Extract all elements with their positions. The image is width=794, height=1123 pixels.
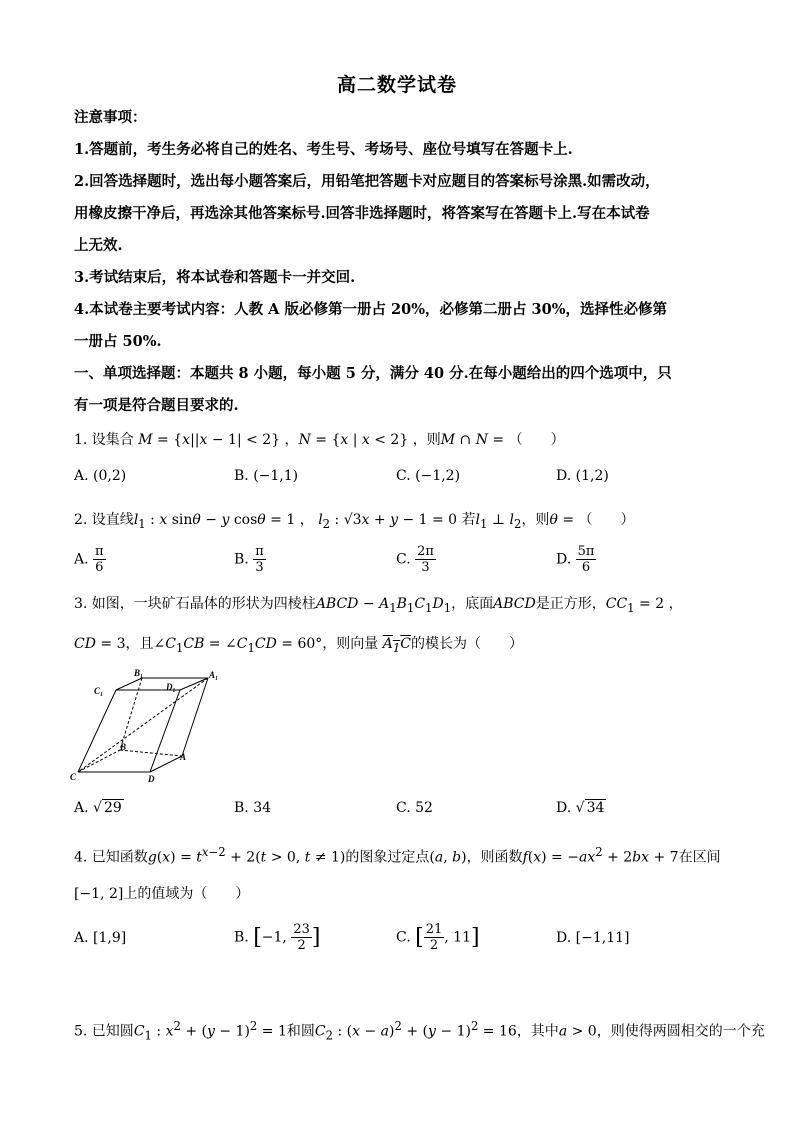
question-3-option-d[interactable]: D. √ 34	[556, 800, 605, 816]
label-c: C	[70, 772, 77, 782]
question-3-option-c[interactable]: C. 52	[396, 800, 433, 816]
question-3-option-b[interactable]: B. 34	[234, 800, 272, 816]
question-1-option-b[interactable]: B. (−1,1)	[234, 468, 299, 484]
question-2-stem: 2. 设直线$l_1$ : x sinθ − y cosθ = 1 ， $l_2$ : √3x + y − 1 = 0 若$l_1$ ⊥ $l_2$，则θ = （ ）	[74, 512, 635, 531]
notice-item-4: 4.本试卷主要考试内容：人教 A 版必修第一册占 20%，必修第二册占 30%，选择性必修第	[74, 301, 667, 318]
question-2-option-c[interactable]: C. $\frac{2\pi}{3}$	[396, 544, 434, 575]
label-d: D	[148, 774, 155, 784]
question-2-option-d[interactable]: D. $\frac{5\pi}{6}$	[556, 544, 595, 575]
question-2-option-b[interactable]: B. $\frac{\pi}{3}$	[234, 544, 264, 575]
question-4-stem: 4. 已知函数$g(x) = t^{x-2} + 2(t > 0$, t ≠ 1)的图象过定点(a, b)，则函数$f(x) = -ax^2 + 2bx + 7$在区间	[74, 845, 721, 866]
question-1-option-c[interactable]: C. (−1,2)	[396, 468, 461, 484]
notice-item-2: 2.回答选择题时，选出每小题答案后，用铅笔把答题卡对应题目的答案标号涂黑.如需改动，	[74, 173, 660, 190]
question-4-stem-line2: [−1, 2]上的值域为（ ）	[74, 886, 250, 902]
prism-figure	[70, 666, 230, 784]
question-1-option-d[interactable]: D. (1,2)	[556, 468, 609, 484]
question-5-stem: 5. 已知圆$C_1$ : $x^2 + (y - 1)^2 = 1$和圆$C_2$ : $(x - a)^2 + (y - 1)^2 = 16$，其中a > 0，则使得两圆相交的一个充	[74, 1019, 765, 1043]
notice-heading: 注意事项：	[74, 109, 147, 126]
label-b: B	[120, 742, 127, 752]
label-b1: B₁	[134, 668, 144, 678]
question-4-option-c[interactable]: C. [ $\frac{21}{2}$ , 11]	[396, 922, 480, 953]
notice-item-3: 3.考试结束后，将本试卷和答题卡一并交回.	[74, 269, 356, 286]
question-1-option-a[interactable]: A. (0,2)	[74, 468, 127, 484]
label-c1: C₁	[94, 686, 104, 696]
question-4-option-a[interactable]: A. [1,9]	[74, 930, 127, 946]
question-1-stem: 1. 设集合 M = {x||x − 1| < 2} ，N = {x | x < 2} ，则M ∩ N = （ ）	[74, 432, 565, 448]
label-a1: A₁	[209, 670, 219, 680]
notice-item-2-end: 上无效.	[74, 237, 123, 254]
question-4-option-d[interactable]: D. [−1,11]	[556, 930, 630, 946]
notice-item-4-cont: 一册占 50%.	[74, 333, 162, 350]
label-a: A	[180, 752, 187, 762]
question-2-option-a[interactable]: A. $\frac{\pi}{6}$	[74, 544, 104, 575]
notice-item-2-cont: 用橡皮擦干净后，再选涂其他答案标号.回答非选择题时，将答案写在答题卡上.写在本试卷	[74, 205, 650, 222]
section-heading-cont: 有一项是符合题目要求的.	[74, 397, 239, 414]
question-3-stem: 3. 如图，一块矿石晶体的形状为四棱柱ABCD − $A_1B_1C_1D_1$，底面ABCD是正方形，$CC_1 = 2$ ，	[74, 596, 683, 615]
section-heading: 一、单项选择题：本题共 8 小题，每小题 5 分，满分 40 分.在每小题给出的四个选项中，只	[74, 365, 672, 382]
page-title: 高二数学试卷	[336, 74, 457, 96]
label-d1: D₁	[166, 682, 176, 692]
question-3-option-a[interactable]: A. √ 29	[74, 800, 122, 816]
question-4-option-b[interactable]: B. [−1, $\frac{23}{2}$ ]	[234, 922, 321, 953]
question-3-stem-line2: CD = 3，且$\angle C_1CB$ = $\angle C_1CD = 60^\circ$，则向量 $A_1C$的模长为（ ）	[74, 636, 523, 655]
notice-item-1: 1.答题前，考生务必将自己的姓名、考生号、考场号、座位号填写在答题卡上.	[74, 141, 573, 158]
